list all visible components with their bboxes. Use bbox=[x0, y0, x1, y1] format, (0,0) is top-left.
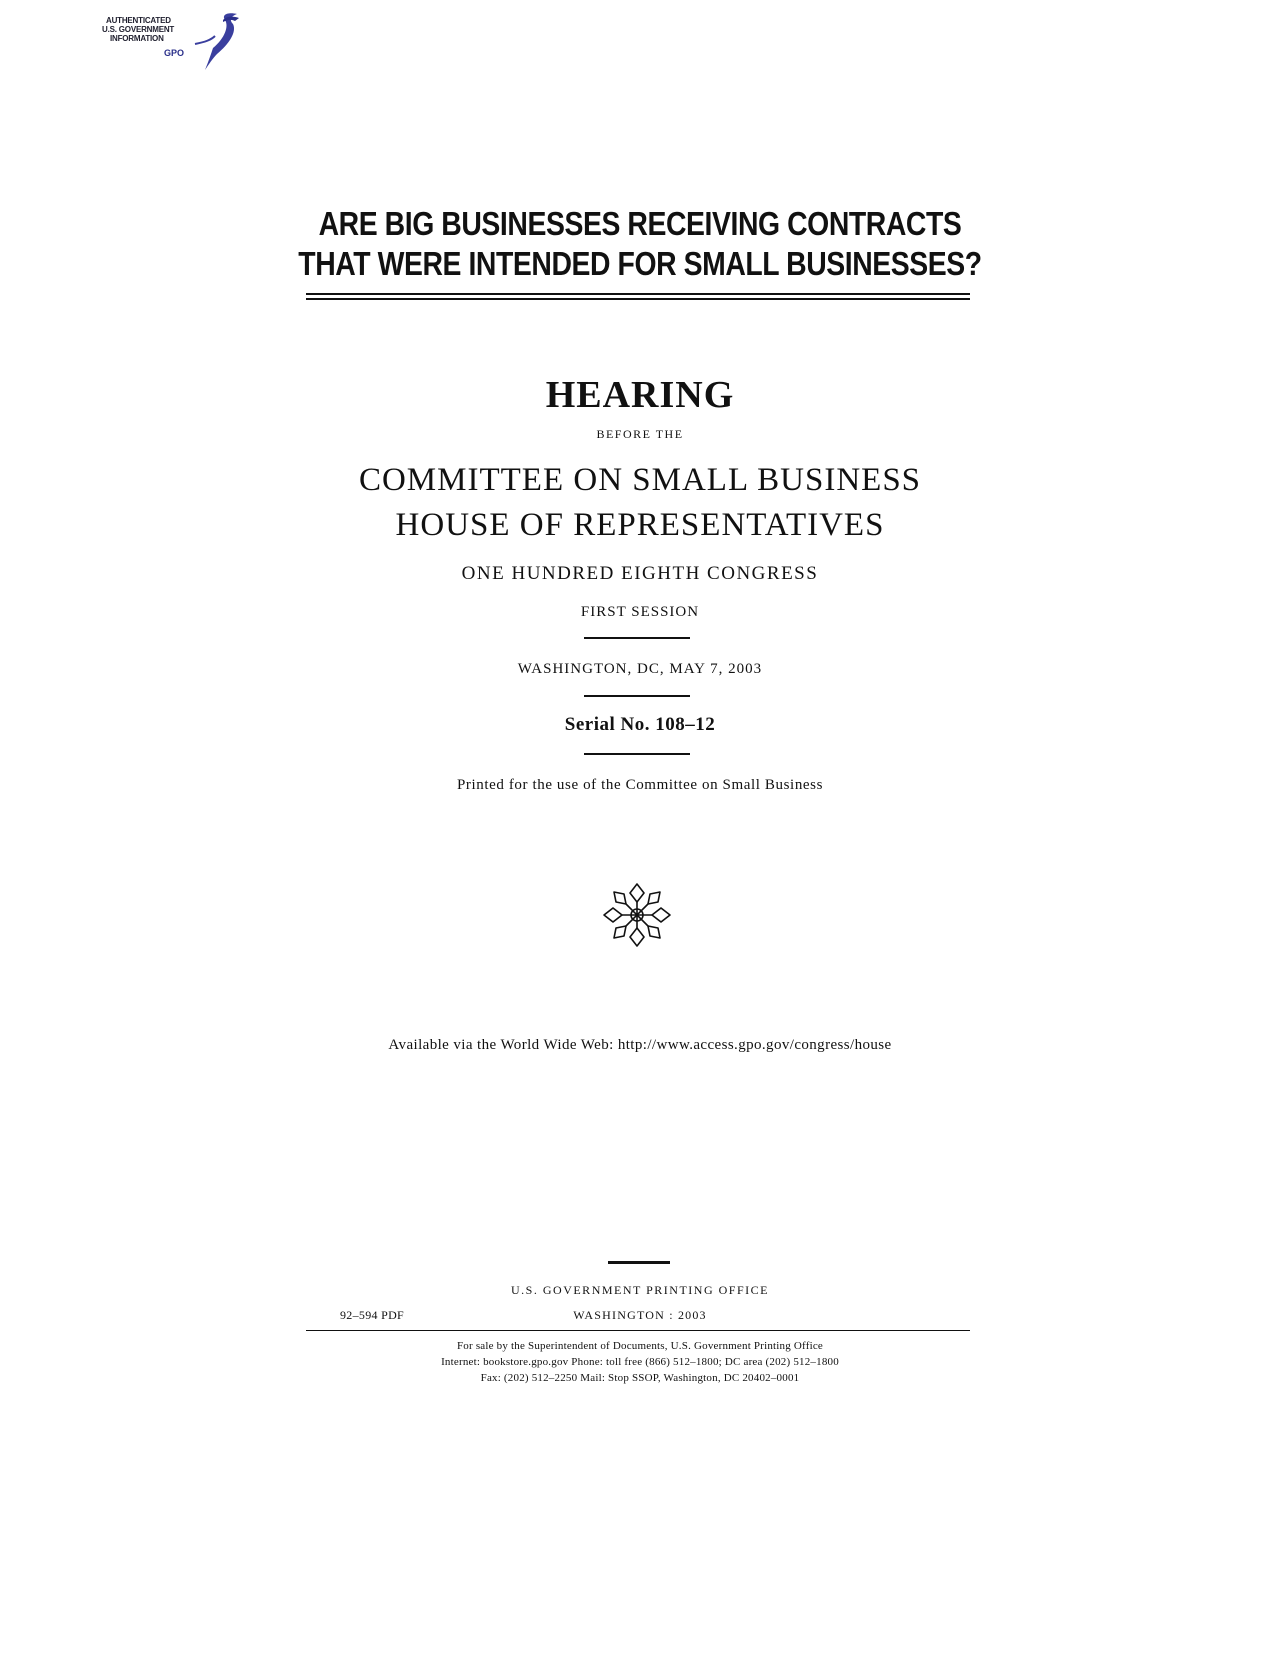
sale-info-line-3: Fax: (202) 512–2250 Mail: Stop SSOP, Washington, DC 20402–0001 bbox=[480, 1372, 800, 1384]
congress-label: ONE HUNDRED EIGHTH CONGRESS bbox=[461, 563, 819, 584]
hearing-date: WASHINGTON, DC, MAY 7, 2003 bbox=[517, 661, 763, 677]
hearing-heading: HEARING bbox=[545, 374, 735, 416]
seal-line-2: U.S. GOVERNMENT bbox=[102, 25, 175, 34]
document-number: 92–594 PDF bbox=[340, 1308, 405, 1322]
serial-number: Serial No. 108–12 bbox=[564, 714, 716, 735]
title-double-rule-top bbox=[306, 293, 970, 295]
before-the-label: BEFORE THE bbox=[596, 427, 684, 441]
web-availability-note: Available via the World Wide Web: http://www.access.gpo.gov/congress/house bbox=[388, 1037, 892, 1053]
title-double-rule-bottom bbox=[306, 298, 970, 300]
eagle-icon bbox=[185, 8, 245, 78]
hearing-title-line-2: THAT WERE INTENDED FOR SMALL BUSINESSES? bbox=[298, 245, 982, 282]
printed-for-note: Printed for the use of the Committee on Small Business bbox=[456, 777, 824, 793]
seal-gpo-label: GPO bbox=[164, 48, 185, 58]
sale-info-line-2: Internet: bookstore.gpo.gov Phone: toll free (866) 512–1800; DC area (202) 512–1800 bbox=[441, 1356, 839, 1368]
sale-info-line-1: For sale by the Superintendent of Documents, U.S. Government Printing Office bbox=[456, 1340, 824, 1352]
printing-office-ornament-icon bbox=[600, 880, 674, 950]
committee-name: COMMITTEE ON SMALL BUSINESS bbox=[358, 462, 922, 498]
seal-line-3: INFORMATION bbox=[110, 34, 164, 43]
divider-rule bbox=[584, 753, 690, 755]
session-label: FIRST SESSION bbox=[580, 604, 700, 620]
imprint-place-year: WASHINGTON : 2003 bbox=[573, 1308, 707, 1322]
chamber-name: HOUSE OF REPRESENTATIVES bbox=[395, 507, 885, 543]
hearing-title-line-1: ARE BIG BUSINESSES RECEIVING CONTRACTS bbox=[318, 205, 962, 242]
divider-rule bbox=[584, 637, 690, 639]
seal-line-1: AUTHENTICATED bbox=[106, 16, 171, 25]
imprint-rule bbox=[608, 1261, 670, 1264]
divider-rule bbox=[584, 695, 690, 697]
gpo-authentication-seal bbox=[100, 8, 250, 78]
imprint-bottom-rule bbox=[306, 1330, 970, 1331]
printing-office-name: U.S. GOVERNMENT PRINTING OFFICE bbox=[511, 1283, 769, 1297]
